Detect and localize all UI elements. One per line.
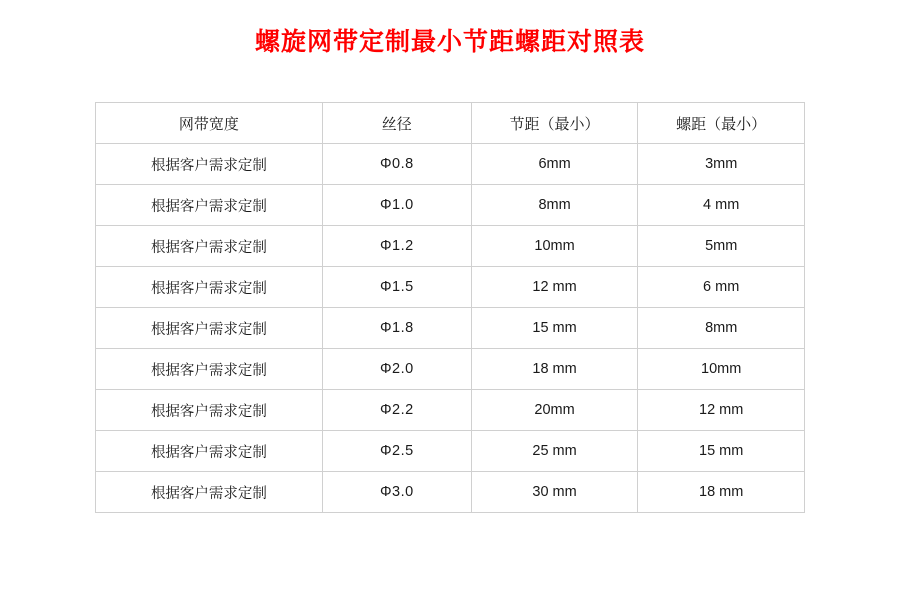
cell-width: 根据客户需求定制 [96, 144, 323, 185]
cell-wire-diameter: Φ3.0 [322, 472, 471, 513]
table-header [96, 103, 805, 144]
column-header-helix: 螺距（最小） [638, 103, 805, 144]
cell-helix: 18 mm [638, 472, 805, 513]
cell-width: 根据客户需求定制 [96, 431, 323, 472]
spec-table-container [95, 102, 805, 513]
cell-width: 根据客户需求定制 [96, 472, 323, 513]
cell-wire-diameter: Φ2.2 [322, 390, 471, 431]
column-header-width: 网带宽度 [96, 103, 323, 144]
cell-wire-diameter: Φ1.2 [322, 226, 471, 267]
cell-pitch: 20mm [471, 390, 638, 431]
cell-pitch: 8mm [471, 185, 638, 226]
cell-width: 根据客户需求定制 [96, 226, 323, 267]
table-row [96, 185, 805, 226]
spec-table [95, 102, 805, 513]
table-row [96, 267, 805, 308]
table-row [96, 472, 805, 513]
table-header-row [96, 103, 805, 144]
cell-helix: 15 mm [638, 431, 805, 472]
cell-helix: 8mm [638, 308, 805, 349]
cell-width: 根据客户需求定制 [96, 185, 323, 226]
cell-helix: 10mm [638, 349, 805, 390]
cell-pitch: 6mm [471, 144, 638, 185]
cell-pitch: 18 mm [471, 349, 638, 390]
cell-pitch: 12 mm [471, 267, 638, 308]
cell-width: 根据客户需求定制 [96, 267, 323, 308]
cell-helix: 5mm [638, 226, 805, 267]
cell-wire-diameter: Φ1.5 [322, 267, 471, 308]
cell-pitch: 30 mm [471, 472, 638, 513]
cell-wire-diameter: Φ2.0 [322, 349, 471, 390]
cell-width: 根据客户需求定制 [96, 308, 323, 349]
cell-width: 根据客户需求定制 [96, 349, 323, 390]
cell-width: 根据客户需求定制 [96, 390, 323, 431]
cell-pitch: 10mm [471, 226, 638, 267]
column-header-pitch: 节距（最小） [471, 103, 638, 144]
cell-helix: 4 mm [638, 185, 805, 226]
cell-pitch: 25 mm [471, 431, 638, 472]
cell-wire-diameter: Φ2.5 [322, 431, 471, 472]
cell-helix: 3mm [638, 144, 805, 185]
cell-helix: 12 mm [638, 390, 805, 431]
table-row [96, 390, 805, 431]
column-header-wire-diameter: 丝径 [322, 103, 471, 144]
table-row [96, 226, 805, 267]
cell-wire-diameter: Φ1.8 [322, 308, 471, 349]
cell-wire-diameter: Φ0.8 [322, 144, 471, 185]
page-title: 螺旋网带定制最小节距螺距对照表 [254, 28, 645, 56]
table-body [96, 144, 805, 513]
table-row [96, 349, 805, 390]
table-row [96, 144, 805, 185]
cell-pitch: 15 mm [471, 308, 638, 349]
cell-wire-diameter: Φ1.0 [322, 185, 471, 226]
table-row [96, 308, 805, 349]
table-row [96, 431, 805, 472]
cell-helix: 6 mm [638, 267, 805, 308]
